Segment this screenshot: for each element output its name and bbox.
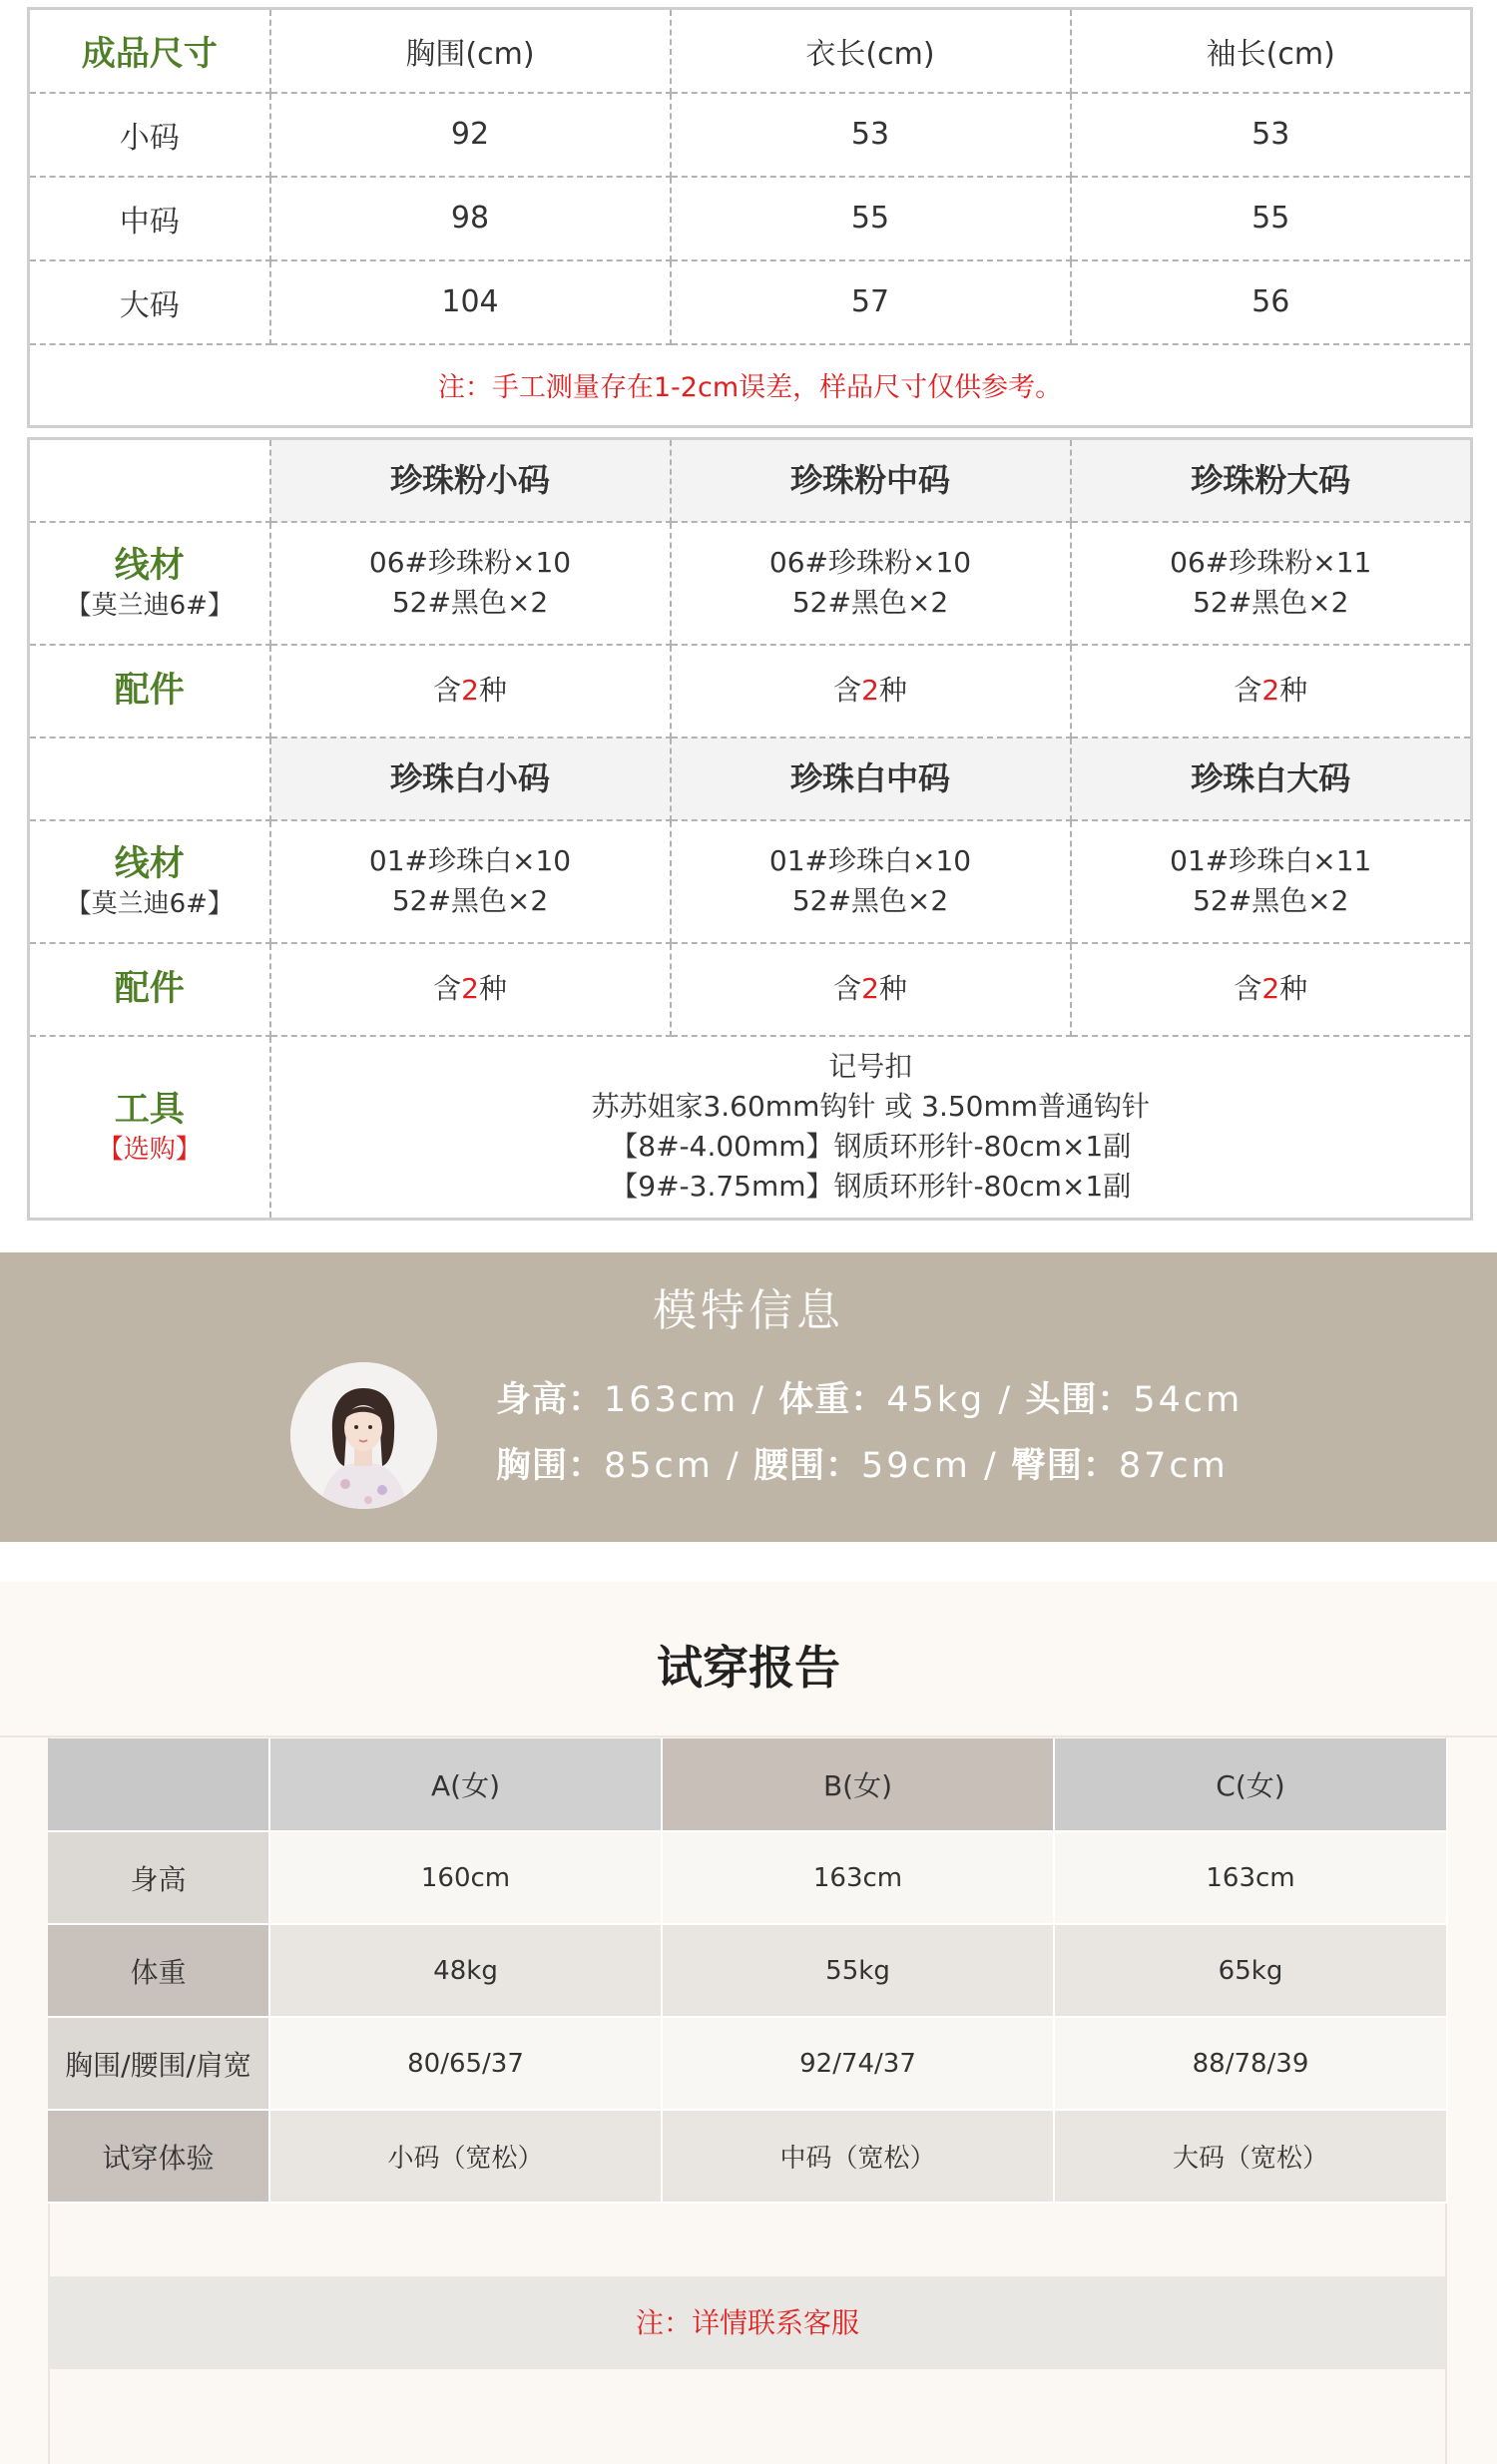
model-avatar [290,1362,437,1509]
yarn-main: 06#珍珠粉×10 [768,546,972,579]
yarn-accent: 52#黑色×2 [391,884,549,917]
accessory-label: 配件 [114,671,185,711]
accessory-cell [270,645,671,738]
yarn-cell [671,522,1071,645]
stat-label: 胸围： [496,1446,605,1486]
size-row-label: 小码 [29,93,270,177]
fit-cell: 163cm [1054,1831,1447,1924]
size-col-chest: 胸围(cm) [270,9,671,93]
acc-prefix: 含 [433,972,462,1005]
fit-cell: 大码（宽松） [1054,2110,1447,2203]
acc-count: 2 [461,972,479,1005]
stat-value: 54cm [1133,1380,1244,1420]
acc-count: 2 [1261,674,1280,707]
white-col-medium: 珍珠白中码 [671,738,1071,820]
pink-accessory-row [29,645,1472,738]
size-col-sleeve: 袖长(cm) [1071,9,1472,93]
size-row [29,93,1472,177]
yarn-accent: 52#黑色×2 [791,586,949,619]
model-stats-line-1 [496,1372,1243,1422]
fit-row-weight [48,1924,1447,2017]
fit-cell: 48kg [269,1924,662,2017]
size-title: 成品尺寸 [29,9,270,93]
acc-suffix: 种 [1279,674,1308,707]
fit-cell: 中码（宽松） [662,2110,1054,2203]
pink-yarn-row [29,522,1472,645]
yarn-cell [1071,820,1472,943]
stat-value: 163cm [604,1380,740,1420]
yarn-label: 线材 [114,844,185,884]
white-col-large: 珍珠白大码 [1071,738,1472,820]
fit-header-row [48,1738,1447,1831]
pink-col-large: 珍珠粉大码 [1071,439,1472,522]
acc-prefix: 含 [833,972,862,1005]
stat-label: 臀围： [1010,1446,1119,1486]
size-cell: 92 [270,93,671,177]
size-row [29,177,1472,260]
fit-col-a: A(女) [269,1738,662,1831]
acc-suffix: 种 [878,674,907,707]
fit-row-label: 身高 [48,1831,269,1924]
size-cell: 53 [1071,93,1472,177]
accessory-label-cell [29,943,270,1036]
yarn-main: 06#珍珠粉×10 [368,546,572,579]
blank-corner [29,738,270,820]
size-cell: 55 [1071,177,1472,260]
pink-col-medium: 珍珠粉中码 [671,439,1071,522]
accessory-label-cell [29,645,270,738]
acc-suffix: 种 [1279,972,1308,1005]
accessory-cell [270,943,671,1036]
accessory-cell [671,943,1071,1036]
yarn-cell [270,522,671,645]
acc-suffix: 种 [878,972,907,1005]
yarn-main: 01#珍珠白×10 [768,844,972,877]
fit-cell: 65kg [1054,1924,1447,2017]
model-info-section [0,1252,1497,1542]
stat-label: 头围： [1025,1380,1134,1420]
fit-row-height [48,1831,1447,1924]
yarn-cell [270,820,671,943]
fit-cell: 小码（宽松） [269,2110,662,2203]
size-row [29,260,1472,344]
accessory-cell [1071,645,1472,738]
tool-item: 【9#-3.75mm】钢质环形针-80cm×1副 [610,1170,1132,1204]
fit-row-experience [48,2110,1447,2203]
fit-corner [48,1738,269,1831]
fit-cell: 92/74/37 [662,2017,1054,2110]
size-note: 注：手工测量存在1-2cm误差，样品尺寸仅供参考。 [29,344,1472,427]
size-note-row [29,344,1472,427]
yarn-main: 01#珍珠白×11 [1170,844,1372,877]
white-col-small: 珍珠白小码 [270,738,671,820]
acc-suffix: 种 [478,972,507,1005]
acc-prefix: 含 [1234,674,1262,707]
tool-item: 【8#-4.00mm】钢质环形针-80cm×1副 [610,1130,1132,1164]
fit-table [48,1738,1448,2204]
yarn-accent: 52#黑色×2 [391,586,549,619]
tool-item: 记号扣 [828,1050,913,1084]
acc-count: 2 [861,972,879,1005]
white-accessory-row [29,943,1472,1036]
yarn-cell [671,820,1071,943]
fit-row-label: 试穿体验 [48,2110,269,2203]
size-cell: 56 [1071,260,1472,344]
yarn-sub-label: 【莫兰迪6#】 [65,889,234,919]
fit-row-label: 胸围/腰围/肩宽 [48,2017,269,2110]
acc-count: 2 [861,674,879,707]
accessory-label: 配件 [114,969,185,1009]
yarn-main: 06#珍珠粉×11 [1170,546,1372,579]
fit-row-measurements [48,2017,1447,2110]
size-table [27,7,1473,428]
yarn-label-cell [29,820,270,943]
size-cell: 55 [671,177,1071,260]
yarn-accent: 52#黑色×2 [791,884,949,917]
accessory-cell [671,645,1071,738]
white-yarn-row [29,820,1472,943]
stat-separator: / [970,1446,1011,1486]
fit-col-c: C(女) [1054,1738,1447,1831]
yarn-label: 线材 [114,546,185,586]
size-col-length: 衣长(cm) [671,9,1071,93]
stat-label: 体重： [778,1380,887,1420]
size-table-header [29,9,1472,93]
tools-list [270,1036,1472,1220]
stat-separator: / [739,1380,779,1420]
yarn-accent: 52#黑色×2 [1193,884,1349,917]
size-cell: 98 [270,177,671,260]
tools-label: 工具 [114,1090,185,1131]
tools-row [29,1036,1472,1220]
stat-label: 身高： [496,1380,605,1420]
yarn-main: 01#珍珠白×10 [368,844,572,877]
yarn-accent: 52#黑色×2 [1193,586,1349,619]
stat-value: 59cm [860,1446,971,1486]
fit-cell: 55kg [662,1924,1054,2017]
acc-count: 2 [461,674,479,707]
blank-corner [29,439,270,522]
acc-suffix: 种 [478,674,507,707]
yarn-label-cell [29,522,270,645]
white-header-row [29,738,1472,820]
fit-cell: 160cm [269,1831,662,1924]
yarn-sub-label: 【莫兰迪6#】 [65,591,234,621]
accessory-cell [1071,943,1472,1036]
stat-value: 85cm [604,1446,714,1486]
acc-prefix: 含 [433,674,462,707]
fit-col-b: B(女) [662,1738,1054,1831]
model-info-title: 模特信息 [653,1285,844,1336]
fit-row-label: 体重 [48,1924,269,2017]
fit-cell: 163cm [662,1831,1054,1924]
stat-separator: / [985,1380,1026,1420]
yarn-cell [1071,522,1472,645]
stat-value: 45kg [886,1380,986,1420]
acc-prefix: 含 [833,674,862,707]
tool-item: 苏苏姐家3.60mm钩针 或 3.50mm普通钩针 [591,1090,1151,1124]
tools-sub-label: 【选购】 [97,1135,202,1166]
tools-label-cell [29,1036,270,1220]
size-cell: 53 [671,93,1071,177]
pink-header-row [29,439,1472,522]
size-cell: 104 [270,260,671,344]
stat-separator: / [713,1446,753,1486]
acc-count: 2 [1261,972,1280,1005]
model-portrait-image [290,1362,437,1509]
size-cell: 57 [671,260,1071,344]
fit-report-note: 注：详情联系客服 [48,2276,1447,2369]
size-row-label: 大码 [29,260,270,344]
stat-value: 87cm [1118,1446,1229,1486]
stat-label: 腰围： [752,1446,861,1486]
pink-col-small: 珍珠粉小码 [270,439,671,522]
size-row-label: 中码 [29,177,270,260]
acc-prefix: 含 [1234,972,1262,1005]
fit-report-title: 试穿报告 [657,1641,840,1695]
fit-cell: 80/65/37 [269,2017,662,2110]
model-stats-line-2 [496,1438,1229,1488]
materials-table [27,437,1473,1221]
fit-cell: 88/78/39 [1054,2017,1447,2110]
